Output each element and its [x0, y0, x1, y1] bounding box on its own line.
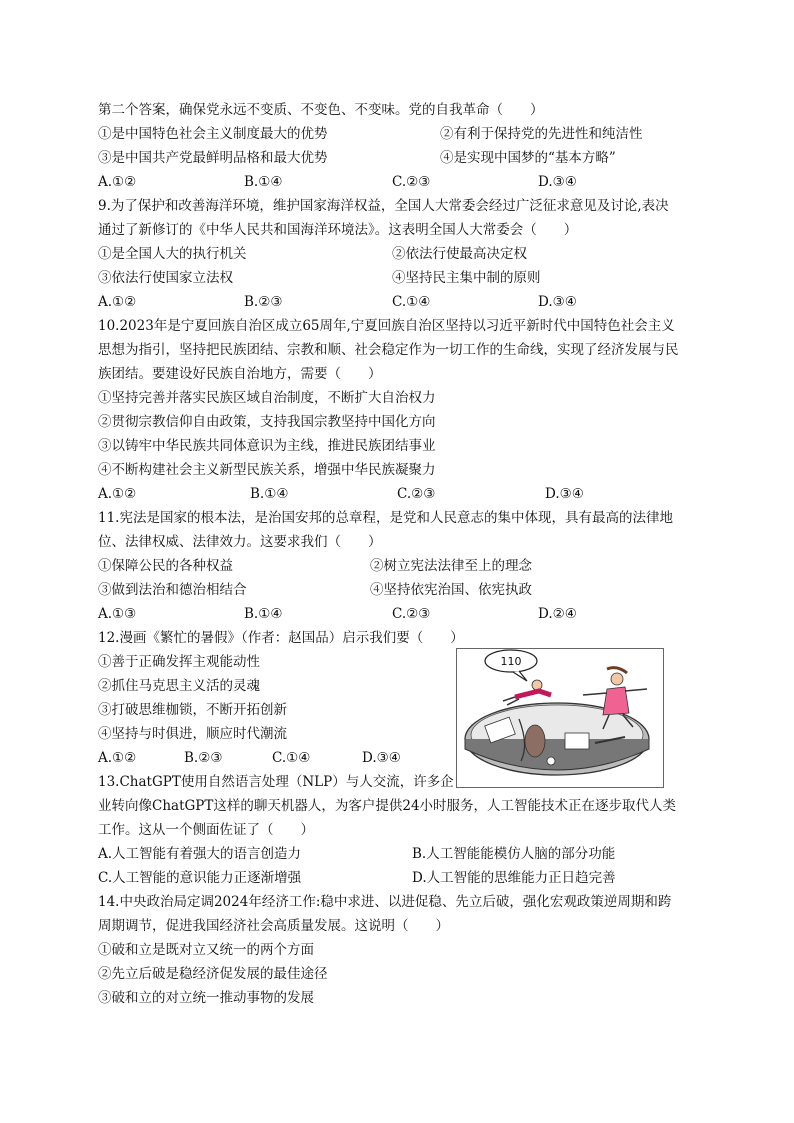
q10-option-2: ②贯彻宗教信仰自由政策，支持我国宗教坚持中国化方向 — [98, 414, 436, 430]
q14-option-3: ③破和立的对立统一推动事物的发展 — [98, 990, 314, 1006]
q11-choice-b: B.①④ — [244, 606, 283, 622]
q12-option-2: ②抓住马克思主义活的灵魂 — [98, 678, 260, 694]
q9-option-3: ③依法行使国家立法权 — [98, 270, 233, 286]
q8-option-4: ④是实现中国梦的“基本方略” — [440, 150, 616, 166]
q10-choice-d: D.③④ — [545, 486, 584, 502]
q9-choice-b: B.②③ — [244, 294, 283, 310]
busy-summer-cartoon — [456, 648, 664, 788]
ball-item — [547, 757, 555, 765]
q12-option-3: ③打破思维枷锁，不断开拓创新 — [98, 702, 287, 718]
q10-option-4: ④不断构建社会主义新型民族关系，增强中华民族凝聚力 — [98, 462, 436, 478]
q8-option-1: ①是中国特色社会主义制度最大的优势 — [98, 126, 328, 142]
q13-choice-b: B.人工智能能模仿人脑的部分功能 — [412, 846, 616, 862]
mother-hair — [607, 668, 627, 673]
cartoon-drawing — [457, 649, 663, 787]
q8-option-3: ③是中国共产党最鲜明品格和最大优势 — [98, 150, 328, 166]
q11-stem-line-2: 位、法律权威、法律效力。这要求我们（ ） — [98, 534, 382, 550]
child-body — [515, 691, 551, 697]
q9-stem-line-1: 9.为了保护和改善海洋环境，维护国家海洋权益，全国人大常委会经过广泛征求意见及讨论,表决 — [98, 198, 669, 214]
q13-stem-line-3: 工作。这从一个侧面佐证了（ ） — [98, 822, 314, 838]
q11-choice-a: A.①③ — [98, 606, 137, 622]
q10-option-3: ③以铸牢中华民族共同体意识为主线，推进民族团结事业 — [98, 438, 436, 454]
q13-stem-line-1: 13.ChatGPT使用自然语言处理（NLP）与人交流，许多企 — [98, 774, 454, 790]
notebook-item — [565, 733, 589, 749]
q10-choice-b: B.①④ — [250, 486, 289, 502]
q8-option-2: ②有利于保持党的先进性和纯洁性 — [440, 126, 643, 142]
q12-choice-b: B.②③ — [184, 750, 223, 766]
q13-choice-d: D.人工智能的思维能力正日趋完善 — [412, 870, 616, 886]
q13-stem-line-2: 业转向像ChatGPT这样的聊天机器人，为客户提供24小时服务，人工智能技术正在逐步取代人类 — [98, 798, 677, 814]
mother-head — [611, 673, 623, 685]
q11-choice-c: C.②③ — [392, 606, 431, 622]
q9-option-2: ②依法行使最高决定权 — [392, 246, 527, 262]
q11-option-1: ①保障公民的各种权益 — [98, 558, 233, 574]
q9-option-4: ④坚持民主集中制的原则 — [392, 270, 541, 286]
q12-choice-c: C.①④ — [272, 750, 311, 766]
q10-choice-a: A.①② — [98, 486, 137, 502]
q8-choice-c: C.②③ — [392, 174, 431, 190]
q12-choice-a: A.①② — [98, 750, 137, 766]
q9-stem-line-2: 通过了新修订的《中华人民共和国海洋环境法》。这表明全国人大常委会（ ） — [98, 222, 578, 238]
violin-item — [525, 725, 545, 757]
q10-choice-c: C.②③ — [397, 486, 436, 502]
q14-stem-line-1: 14.中央政治局定调2024年经济工作:稳中求进、以进促稳、先立后破，强化宏观政策逆周期和跨 — [98, 894, 672, 910]
q14-option-2: ②先立后破是稳经济促发展的最佳途径 — [98, 966, 328, 982]
q12-option-4: ④坚持与时俱进，顺应时代潮流 — [98, 726, 287, 742]
q12-option-1: ①善于正确发挥主观能动性 — [98, 654, 260, 670]
q14-stem-line-2: 周期调节，促进我国经济社会高质量发展。这说明（ ） — [98, 918, 449, 934]
speech-bubble-tail — [513, 671, 527, 681]
q8-choice-b: B.①④ — [244, 174, 283, 190]
q13-choice-a: A.人工智能有着强大的语言创造力 — [98, 846, 302, 862]
q10-stem-line-3: 族团结。要建设好民族自治地方，需要（ ） — [98, 366, 382, 382]
q11-choice-d: D.②④ — [538, 606, 577, 622]
q9-choice-a: A.①② — [98, 294, 137, 310]
q11-stem-line-1: 11.宪法是国家的根本法，是治国安邦的总章程，是党和人民意志的集中体现，具有最高的法律地 — [98, 510, 673, 526]
bubble-text: 110 — [500, 655, 522, 668]
q10-option-1: ①坚持完善并落实民族区域自治制度，不断扩大自治权力 — [98, 390, 436, 406]
q12-choice-d: D.③④ — [362, 750, 401, 766]
q10-stem-line-2: 思想为指引，坚持把民族团结、宗教和顺、社会稳定作为一切工作的生命线，实现了经济发展与民 — [98, 342, 679, 358]
q12-stem: 12.漫画《繁忙的暑假》（作者：赵国品）启示我们要（ ） — [98, 630, 464, 646]
q10-stem-line-1: 10.2023年是宁夏回族自治区成立65周年,宁夏回族自治区坚持以习近平新时代中国特色社会主义 — [98, 318, 675, 334]
q14-option-1: ①破和立是既对立又统一的两个方面 — [98, 942, 314, 958]
q9-option-1: ①是全国人大的执行机关 — [98, 246, 247, 262]
q8-stem: 第二个答案，确保党永远不变质、不变色、不变味。党的自我革命（ ） — [98, 102, 544, 118]
q11-option-4: ④坚持依宪治国、依宪执政 — [370, 582, 532, 598]
q8-choice-a: A.①② — [98, 174, 137, 190]
q9-choice-d: D.③④ — [538, 294, 577, 310]
child-head — [532, 680, 542, 690]
q9-choice-c: C.①④ — [392, 294, 431, 310]
q11-option-3: ③做到法治和德治相结合 — [98, 582, 247, 598]
q11-option-2: ②树立宪法法律至上的理念 — [370, 558, 532, 574]
q8-choice-d: D.③④ — [538, 174, 577, 190]
q13-choice-c: C.人工智能的意识能力正逐渐增强 — [98, 870, 302, 886]
